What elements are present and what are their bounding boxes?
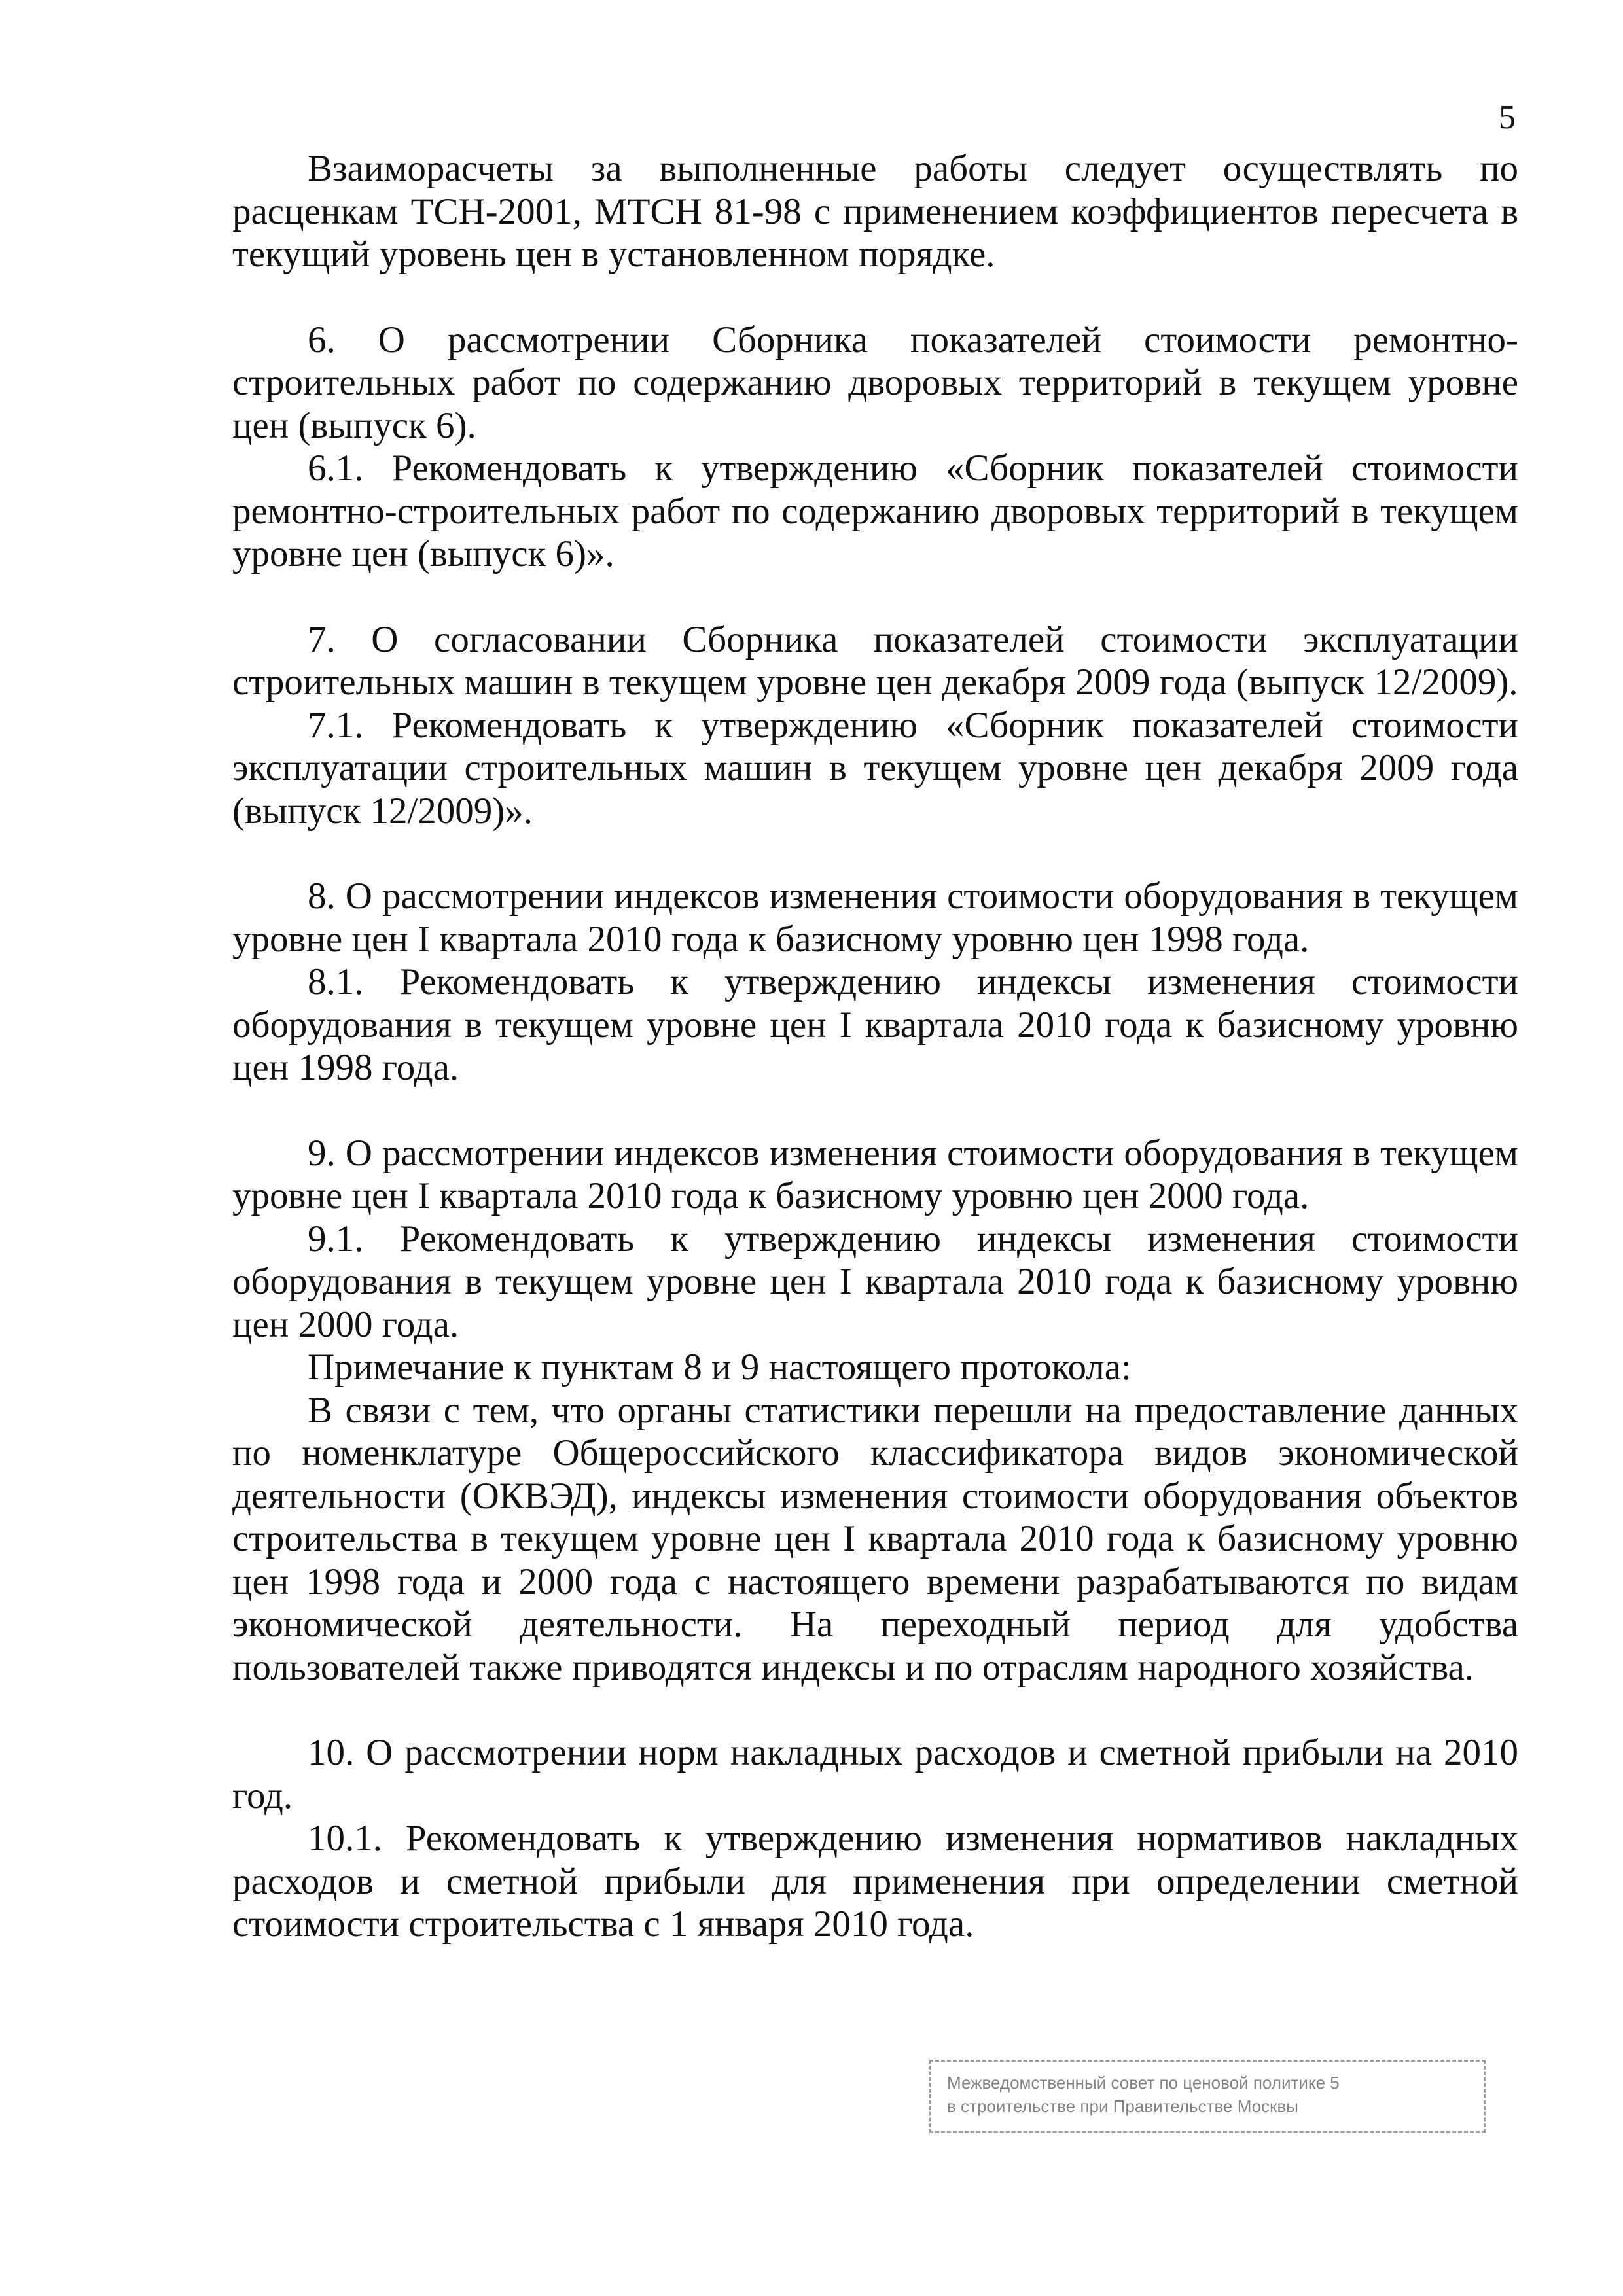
- paragraph-intro: Взаиморасчеты за выполненные работы следует осуществлять по расценкам ТСН-2001, МТСН 81-98 с применением коэффициентов пересчета в текущий уровень цен в установленном порядке.: [232, 148, 1518, 275]
- paragraph-item-6-1: 6.1. Рекомендовать к утверждению «Сборник показателей стоимости ремонтно-строительных работ по содержанию дворовых территорий в текущем уровне цен (выпуск 6)».: [232, 448, 1518, 574]
- paragraph-item-8-1: 8.1. Рекомендовать к утверждению индексы изменения стоимости оборудования в текущем уровне цен I квартала 2010 года к базисному уровню цен 1998 года.: [232, 961, 1518, 1088]
- note-title: Примечание к пунктам 8 и 9 настоящего протокола:: [308, 1347, 1132, 1388]
- paragraph-item-8: 8. О рассмотрении индексов изменения стоимости оборудования в текущем уровне цен I квартала 2010 года к базисному уровню цен 1998 года.: [232, 875, 1518, 960]
- paragraph-item-9-1: 9.1. Рекомендовать к утверждению индексы изменения стоимости оборудования в текущем уровне цен I квартала 2010 года к базисному уровню цен 2000 года.: [232, 1218, 1518, 1345]
- page-number: 5: [1499, 99, 1516, 136]
- document-body: [232, 147, 1518, 1946]
- stamp-line-2: в строительстве при Правительстве Москвы: [947, 2096, 1298, 2116]
- paragraph-item-7-1: 7.1. Рекомендовать к утверждению «Сборник показателей стоимости эксплуатации строительных машин в текущем уровне цен декабря 2009 года (выпуск 12/2009)».: [232, 704, 1518, 832]
- paragraph-item-10-1: 10.1. Рекомендовать к утверждению изменения нормативов накладных расходов и сметной прибыли для применения при определении сметной стоимости строительства с 1 января 2010 года.: [232, 1818, 1518, 1945]
- paragraph-item-10: 10. О рассмотрении норм накладных расходов и сметной прибыли на 2010 год.: [232, 1732, 1518, 1816]
- paragraph-item-7: 7. О согласовании Сборника показателей стоимости эксплуатации строительных машин в текущем уровне цен декабря 2009 года (выпуск 12/2009).: [232, 618, 1518, 703]
- footer-stamp: [929, 2060, 1486, 2133]
- note-body: В связи с тем, что органы статистики перешли на предоставление данных по номенклатуре Общероссийского классификатора видов экономической деятельности (ОКВЭД), индексы изменения стоимости оборудования объектов строительства в текущем уровне цен I квартала 2010 года к базисному уровню цен 1998 года и 2000 года с настоящего времени разрабатываются по видам экономической деятельности. На переходный период для удобства пользователей также приводятся индексы и по отраслям народного хозяйства.: [232, 1389, 1518, 1688]
- paragraph-item-9: 9. О рассмотрении индексов изменения стоимости оборудования в текущем уровне цен I квартала 2010 года к базисному уровню цен 2000 года.: [232, 1132, 1518, 1216]
- stamp-line-1: Межведомственный совет по ценовой политике 5: [947, 2073, 1340, 2093]
- paragraph-item-6: 6. О рассмотрении Сборника показателей стоимости ремонтно-строительных работ по содержанию дворовых территорий в текущем уровне цен (выпуск 6).: [232, 319, 1518, 446]
